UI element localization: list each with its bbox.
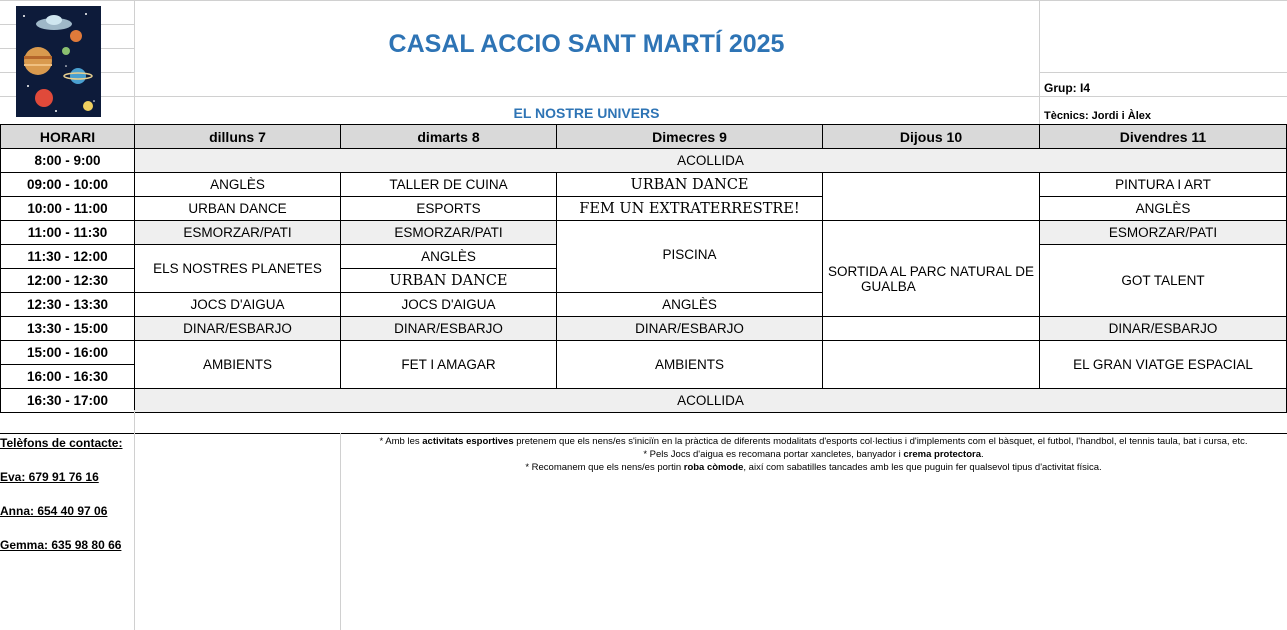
activity-cell: FET I AMAGAR: [341, 341, 557, 389]
time-cell: 11:30 - 12:00: [1, 245, 135, 269]
activity-cell: ESPORTS: [341, 197, 557, 221]
activity-cell-empty: [823, 317, 1040, 341]
activity-cell: DINAR/ESBARJO: [557, 317, 823, 341]
col-header-mon: dilluns 7: [135, 125, 341, 149]
space-planets-image: [16, 6, 101, 117]
note-clothing: * Recomanem que els nens/es portin roba còmode, així com sabatilles tancades amb les que puguin fer qualsevol tipus d'activitat física.: [525, 462, 1102, 473]
time-cell: 8:00 - 9:00: [1, 149, 135, 173]
time-cell: 16:30 - 17:00: [1, 389, 135, 413]
activity-cell-excursion: [823, 221, 1040, 317]
table-row: [1, 173, 1287, 197]
activity-cell: ELS NOSTRES PLANETES: [135, 245, 341, 293]
acollida-afternoon: ACOLLIDA: [135, 389, 1287, 413]
table-row: [1, 221, 1287, 245]
header-row: [1, 125, 1287, 149]
contact-anna: Anna: 654 40 97 06: [0, 504, 108, 518]
page-subtitle: EL NOSTRE UNIVERS: [513, 105, 660, 121]
activity-cell: ANGLÈS: [557, 293, 823, 317]
tecnics-label: Tècnics: Jordi i Àlex: [1044, 110, 1151, 122]
activity-cell: ESMORZAR/PATI: [341, 221, 557, 245]
contact-eva: Eva: 679 91 76 16: [0, 470, 99, 484]
activity-cell-empty: [823, 173, 1040, 221]
schedule-table: [0, 124, 1287, 413]
activity-cell: AMBIENTS: [557, 341, 823, 389]
activity-cell: ANGLÈS: [1040, 197, 1287, 221]
table-row: [1, 317, 1287, 341]
activity-cell: DINAR/ESBARJO: [341, 317, 557, 341]
time-cell: 12:30 - 13:30: [1, 293, 135, 317]
table-row: [1, 197, 1287, 221]
excursion-line-1: SORTIDA AL PARC NATURAL DE: [827, 263, 1035, 279]
activity-cell: URBAN DANCE: [135, 197, 341, 221]
activity-cell: ESMORZAR/PATI: [1040, 221, 1287, 245]
activity-cell: URBAN DANCE: [557, 173, 823, 197]
activity-cell: EL GRAN VIATGE ESPACIAL: [1040, 341, 1287, 389]
activity-cell: JOCS D'AIGUA: [341, 293, 557, 317]
time-cell: 12:00 - 12:30: [1, 269, 135, 293]
table-row: [1, 149, 1287, 173]
time-cell: 10:00 - 11:00: [1, 197, 135, 221]
activity-cell-empty: [823, 341, 1040, 389]
time-cell: 11:00 - 11:30: [1, 221, 135, 245]
note-water-games: * Pels Jocs d'aigua es recomana portar xancletes, banyador i crema protectora.: [643, 449, 984, 460]
time-cell: 15:00 - 16:00: [1, 341, 135, 365]
col-header-thu: Dijous 10: [823, 125, 1040, 149]
table-row: [1, 389, 1287, 413]
activity-cell: DINAR/ESBARJO: [1040, 317, 1287, 341]
activity-cell: ANGLÈS: [135, 173, 341, 197]
page-title: CASAL ACCIO SANT MARTÍ 2025: [388, 30, 785, 58]
col-header-fri: Divendres 11: [1040, 125, 1287, 149]
contacts-title: Telèfons de contacte:: [0, 436, 123, 450]
activity-cell: [557, 221, 823, 293]
activity-cell: FEM UN EXTRATERRESTRE!: [557, 197, 823, 221]
col-header-horari: HORARI: [1, 125, 135, 149]
col-header-wed: Dimecres 9: [557, 125, 823, 149]
excursion-line-2: GUALBA: [861, 278, 916, 294]
activity-cell: URBAN DANCE: [341, 269, 557, 293]
time-cell: 16:00 - 16:30: [1, 365, 135, 389]
activity-cell: GOT TALENT: [1040, 245, 1287, 317]
activity-cell: PINTURA I ART: [1040, 173, 1287, 197]
time-cell: 13:30 - 15:00: [1, 317, 135, 341]
col-header-tue: dimarts 8: [341, 125, 557, 149]
group-label: Grup: I4: [1044, 81, 1091, 95]
piscina-label: PISCINA: [662, 247, 717, 262]
table-row: [1, 341, 1287, 365]
activity-cell: AMBIENTS: [135, 341, 341, 389]
acollida-morning: ACOLLIDA: [135, 149, 1287, 173]
contact-gemma: Gemma: 635 98 80 66: [0, 538, 122, 552]
activity-cell: DINAR/ESBARJO: [135, 317, 341, 341]
activity-cell: ESMORZAR/PATI: [135, 221, 341, 245]
activity-cell: JOCS D'AIGUA: [135, 293, 341, 317]
time-cell: 09:00 - 10:00: [1, 173, 135, 197]
activity-cell: ANGLÈS: [341, 245, 557, 269]
note-sports: * Amb les activitats esportives pretenem que els nens/es s'iniciïn en la pràctica de diferents modalitats d'esports col·lectius i d'implements com el bàsquet, el futbol, l'handbol, el tennis taula, bat i cursa, etc.: [379, 436, 1248, 447]
activity-cell: TALLER DE CUINA: [341, 173, 557, 197]
